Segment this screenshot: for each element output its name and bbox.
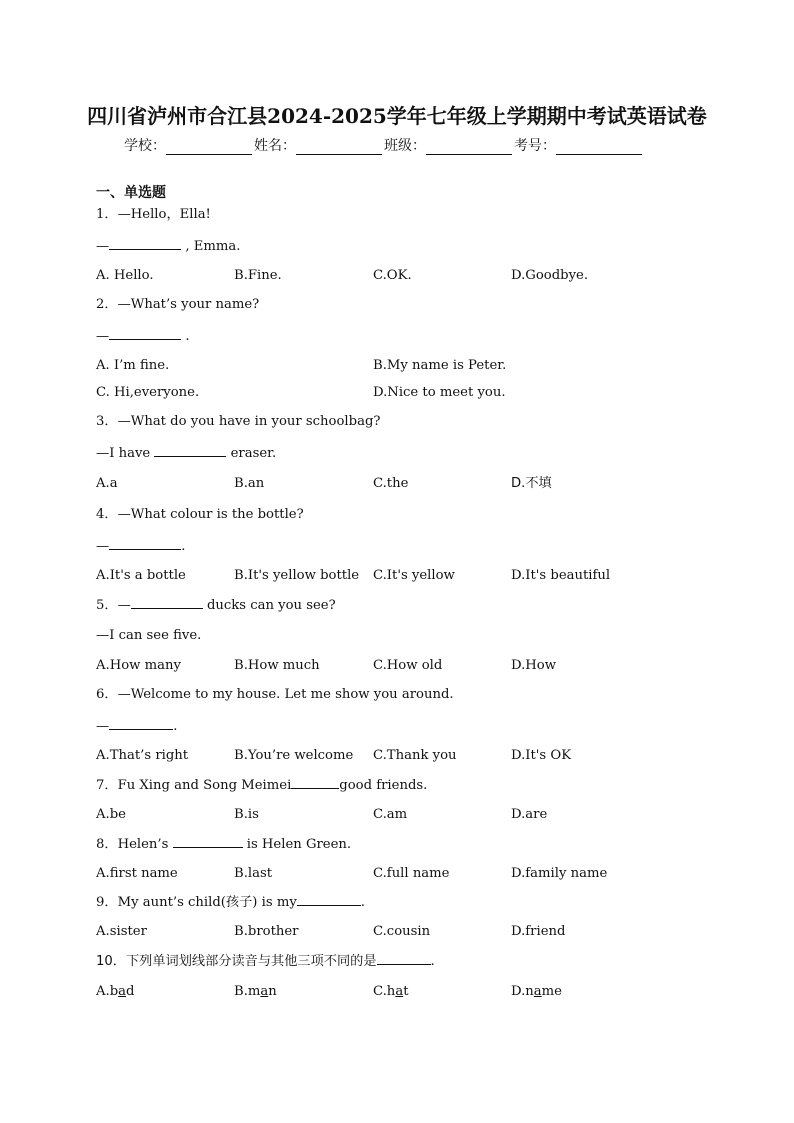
underlined-letter: a — [260, 984, 269, 999]
school-blank[interactable] — [166, 140, 252, 155]
answer-blank[interactable] — [109, 237, 181, 250]
question-6-option-a[interactable]: A.That’s right — [96, 748, 189, 763]
question-6-option-d[interactable]: D.It's OK — [511, 748, 572, 763]
question-3-option-d[interactable]: D.不填 — [511, 476, 552, 491]
exam-title: 四川省泸州市合江县2024-2025学年七年级上学期期中考试英语试卷 — [87, 104, 707, 128]
question-7-option-b[interactable]: B.is — [234, 807, 259, 822]
question-2-option-b[interactable]: B.My name is Peter. — [373, 358, 507, 373]
student-info-row — [124, 135, 644, 155]
question-7-option-d[interactable]: D.are — [511, 807, 548, 822]
question-1-option-a[interactable]: A. Hello. — [96, 268, 154, 283]
answer-blank[interactable] — [291, 776, 339, 789]
answer-blank[interactable] — [109, 537, 181, 550]
class-blank[interactable] — [426, 140, 512, 155]
question-1-option-c[interactable]: C.OK. — [373, 268, 412, 283]
question-4-option-d[interactable]: D.It's beautiful — [511, 568, 611, 583]
answer-blank[interactable] — [131, 596, 203, 609]
question-4-answer-line: — . — [96, 539, 186, 554]
question-8-option-a[interactable]: A.first name — [96, 866, 178, 881]
question-10-option-b[interactable]: B.man — [234, 984, 277, 999]
underlined-letter: a — [533, 984, 542, 999]
name-blank[interactable] — [296, 140, 382, 155]
number-label: 考号： — [514, 138, 556, 154]
question-5-option-d[interactable]: D.How — [511, 658, 557, 673]
question-3-option-a[interactable]: A.a — [96, 476, 118, 491]
question-3-option-c[interactable]: C.the — [373, 476, 409, 491]
question-4-option-b[interactable]: B.It's yellow bottle — [234, 568, 360, 583]
question-2-option-a[interactable]: A. I’m fine. — [96, 358, 170, 373]
question-10-stem: 10．下列单词划线部分读音与其他三项不同的是 . — [96, 954, 435, 969]
question-9-option-b[interactable]: B.brother — [234, 924, 299, 939]
question-9-stem: 9．My aunt’s child(孩子) is my . — [96, 895, 365, 910]
question-4-stem: 4．—What colour is the bottle? — [96, 507, 304, 522]
question-5-response: —I can see five. — [96, 628, 202, 643]
question-3-answer-line: —I have eraser. — [96, 446, 277, 461]
question-10-option-d[interactable]: D.name — [511, 984, 562, 999]
answer-blank[interactable] — [173, 835, 243, 848]
question-3-stem: 3．—What do you have in your schoolbag? — [96, 414, 381, 429]
school-label: 学校： — [124, 138, 166, 154]
underlined-letter: a — [395, 984, 404, 999]
answer-blank[interactable] — [109, 717, 173, 730]
question-5-option-c[interactable]: C.How old — [373, 658, 443, 673]
answer-blank[interactable] — [377, 952, 431, 965]
question-1-answer-line: — , Emma. — [96, 239, 241, 254]
question-6-option-c[interactable]: C.Thank you — [373, 748, 457, 763]
question-6-answer-line: — . — [96, 719, 178, 734]
question-2-option-d[interactable]: D.Nice to meet you. — [373, 385, 506, 400]
question-5-option-a[interactable]: A.How many — [96, 658, 181, 673]
question-2-stem: 2．—What’s your name? — [96, 297, 260, 312]
question-8-option-b[interactable]: B.last — [234, 866, 273, 881]
question-4-option-a[interactable]: A.It's a bottle — [96, 568, 186, 583]
section-heading: 一、单选题 — [96, 185, 166, 201]
question-9-option-c[interactable]: C.cousin — [373, 924, 431, 939]
name-label: 姓名： — [254, 138, 296, 154]
question-1-option-b[interactable]: B.Fine. — [234, 268, 282, 283]
question-9-option-d[interactable]: D.friend — [511, 924, 566, 939]
question-8-option-d[interactable]: D.family name — [511, 866, 608, 881]
question-7-option-a[interactable]: A.be — [96, 807, 126, 822]
question-1-option-d[interactable]: D.Goodbye. — [511, 268, 589, 283]
underlined-letter: a — [118, 984, 127, 999]
question-7-option-c[interactable]: C.am — [373, 807, 408, 822]
question-2-answer-line: — . — [96, 329, 190, 344]
question-9-option-a[interactable]: A.sister — [96, 924, 147, 939]
question-3-option-b[interactable]: B.an — [234, 476, 265, 491]
answer-blank[interactable] — [109, 327, 181, 340]
question-7-stem: 7．Fu Xing and Song Meimei good friends. — [96, 778, 428, 793]
question-6-option-b[interactable]: B.You’re welcome — [234, 748, 354, 763]
question-6-stem: 6．—Welcome to my house. Let me show you around. — [96, 687, 454, 702]
question-8-stem: 8．Helen’s is Helen Green. — [96, 837, 352, 852]
question-1-stem: 1．—Hello，Ella! — [96, 207, 211, 222]
question-5-stem: 5．— ducks can you see? — [96, 598, 336, 613]
class-label: 班级： — [384, 138, 426, 154]
question-5-option-b[interactable]: B.How much — [234, 658, 320, 673]
question-2-option-c[interactable]: C. Hi,everyone. — [96, 385, 200, 400]
question-10-option-c[interactable]: C.hat — [373, 984, 409, 999]
answer-blank[interactable] — [297, 893, 361, 906]
question-10-option-a[interactable]: A.bad — [96, 984, 135, 999]
question-8-option-c[interactable]: C.full name — [373, 866, 450, 881]
question-4-option-c[interactable]: C.It's yellow — [373, 568, 455, 583]
answer-blank[interactable] — [154, 444, 226, 457]
number-blank[interactable] — [556, 140, 642, 155]
